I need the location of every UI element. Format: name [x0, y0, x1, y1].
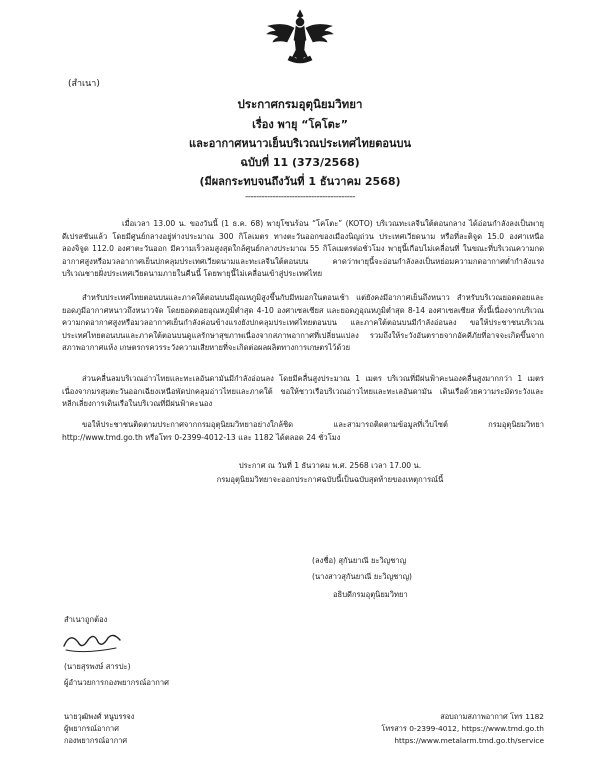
signatory-name: (นางสาวสุกันยาณี ยะวิญชาญ): [312, 572, 412, 581]
announcement-subject-line2: และอากาศหนาวเย็นบริเวณประเทศไทยตอนบน: [188, 137, 411, 150]
contact-fax-website[interactable]: โทรสาร 0-2399-4012, https://www.tmd.go.th: [381, 724, 544, 733]
contact-hotline: สอบถามสภาพอากาศ โทร 1182: [440, 712, 544, 721]
handwritten-signature-icon: [58, 628, 128, 658]
cold-weather-paragraph: สำหรับประเทศไทยตอนบนและภาคใต้ตอนบนมีอุณหภูมิสูงขึ้นกับมีหมอกในตอนเช้า แต่ยังคงมีอากาศเย็นถึงหนาว สำหรับบริเวณยอดดอยและยอดภูมีอากาศหนาวถึงหนาวจัด โดยยอดดอยอุณหภูมิต่ำสุด 4-10 องศาเซลเซียส และยอดภูอุณหภูมิต่ำสุด 8-14 องศาเซลเซียส ทั้งนี้เนื่องจากบริเวณความกดอากาศสูงหรือมวลอากาศเย็นกำลังค่อนข้างแรงยังปกคลุมประเทศไทยตอนบน และภาคใต้ตอนบนมีกำลังอ่อนลง ขอให้ประชาชนบริเวณประเทศไทยตอนบนและภาคใต้ตอนบนดูแลรักษาสุขภาพเนื่องจากสภาพอากาศที่เปลี่ยนแปลง รวมถึงให้ระวังอันตรายจากอัคคีภัยที่อาจจะเกิดขึ้นจากสภาพอากาศแห้ง เกษตรกรควรระวังความเสียหายที่จะเกิดต่อผลผลิตทางการเกษตรไว้ด้วย: [62, 293, 544, 353]
forecaster-block: [64, 711, 134, 747]
announcement-title: ประกาศกรมอุตุนิยมวิทยา: [237, 97, 363, 111]
effective-period: (มีผลกระทบจนถึงวันที่ 1 ธันวาคม 2568): [199, 175, 401, 188]
final-notice-line: กรมอุตุนิยมวิทยาจะออกประกาศฉบับนี้เป็นฉบับสุดท้ายของเหตุการณ์นี้: [216, 475, 444, 484]
issue-dateline: ประกาศ ณ วันที่ 1 ธันวาคม พ.ศ. 2568 เวลา 17.00 น.: [238, 461, 422, 470]
follow-updates-paragraph: ขอให้ประชาชนติดตามประกาศจากกรมอุตุนิยมวิทยาอย่างใกล้ชิด และสามารถติดตามข้อมูลที่เว็บไซต์ กรมอุตุนิยมวิทยา http://www.tmd.go.th หรือโทร 0-2399-4012-13 และ 1182 ได้ตลอด 24 ชั่วโมง: [62, 420, 544, 442]
signed-line: (ลงชื่อ) สุกันยาณี ยะวิญชาญ: [312, 556, 407, 565]
certified-copy-label: สำเนาถูกต้อง: [64, 615, 108, 624]
certifier-title: ผู้อำนวยการกองพยากรณ์อากาศ: [64, 678, 169, 687]
garuda-emblem-icon: [264, 8, 336, 66]
copy-mark: (สำเนา): [68, 79, 100, 89]
signatory-position: อธิบดีกรมอุตุนิยมวิทยา: [333, 590, 408, 599]
forecaster-division: กองพยากรณ์อากาศ: [64, 736, 128, 745]
issue-number: ฉบับที่ 11 (373/2568): [240, 156, 360, 169]
certifier-name: (นายสุรพงษ์ สารปะ): [64, 662, 131, 671]
contact-service-link[interactable]: https://www.metalarm.tmd.go.th/service: [394, 736, 544, 745]
sea-conditions-paragraph: ส่วนคลื่นลมบริเวณอ่าวไทยและทะเลอันดามันมีกำลังอ่อนลง โดยมีคลื่นสูงประมาณ 1 เมตร บริเวณที่มีฝนฟ้าคะนองคลื่นสูงมากกว่า 1 เมตร เนื่องจากมรสุมตะวันออกเฉียงเหนือพัดปกคลุมอ่าวไทยและภาคใต้ ขอให้ชาวเรือบริเวณอ่าวไทยและทะเลอันดามัน เดินเรือด้วยความระมัดระวังและหลีกเลี่ยงการเดินเรือในบริเวณที่มีฝนฟ้าคะนอง: [62, 374, 544, 409]
forecaster-role: ผู้พยากรณ์อากาศ: [64, 724, 119, 733]
separator-rule: ----------------------------------------: [245, 192, 355, 202]
forecaster-name: นายวุฒิพงศ์ หนูบรรจง: [64, 712, 135, 721]
contact-block: [381, 711, 544, 747]
announcement-subject: เรื่อง พายุ “โคโตะ”: [252, 118, 348, 131]
storm-paragraph: เมื่อเวลา 13.00 น. ของวันนี้ (1 ธ.ค. 68) พายุโซนร้อน “โคโตะ” (KOTO) บริเวณทะเลจีนใต้ตอนกลาง ได้อ่อนกำลังลงเป็นพายุดีเปรสชันแล้ว โดยมีศูนย์กลางอยู่ห่างประมาณ 300 กิโลเมตร ทางตะวันออกของเมืองนิญถ่วน ประเทศเวียดนาม หรือที่ละติจูด 15.0 องศาเหนือ ลองจิจูด 112.0 องศาตะวันออก มีความเร็วลมสูงสุดใกล้ศูนย์กลางประมาณ 55 กิโลเมตรต่อชั่วโมง พายุนี้เกือบไม่เคลื่อนที่ ในขณะที่บริเวณความกดอากาศสูงหรือมวลอากาศเย็นปกคลุมประเทศเวียดนามและทะเลจีนใต้ตอนบน คาดว่าพายุนี้จะอ่อนกำลังลงเป็นหย่อมความกดอากาศต่ำกำลังแรงบริเวณชายฝั่งประเทศเวียดนามภายในคืนนี้ โดยพายุนี้ไม่เคลื่อนเข้าสู่ประเทศไทย: [62, 219, 544, 279]
